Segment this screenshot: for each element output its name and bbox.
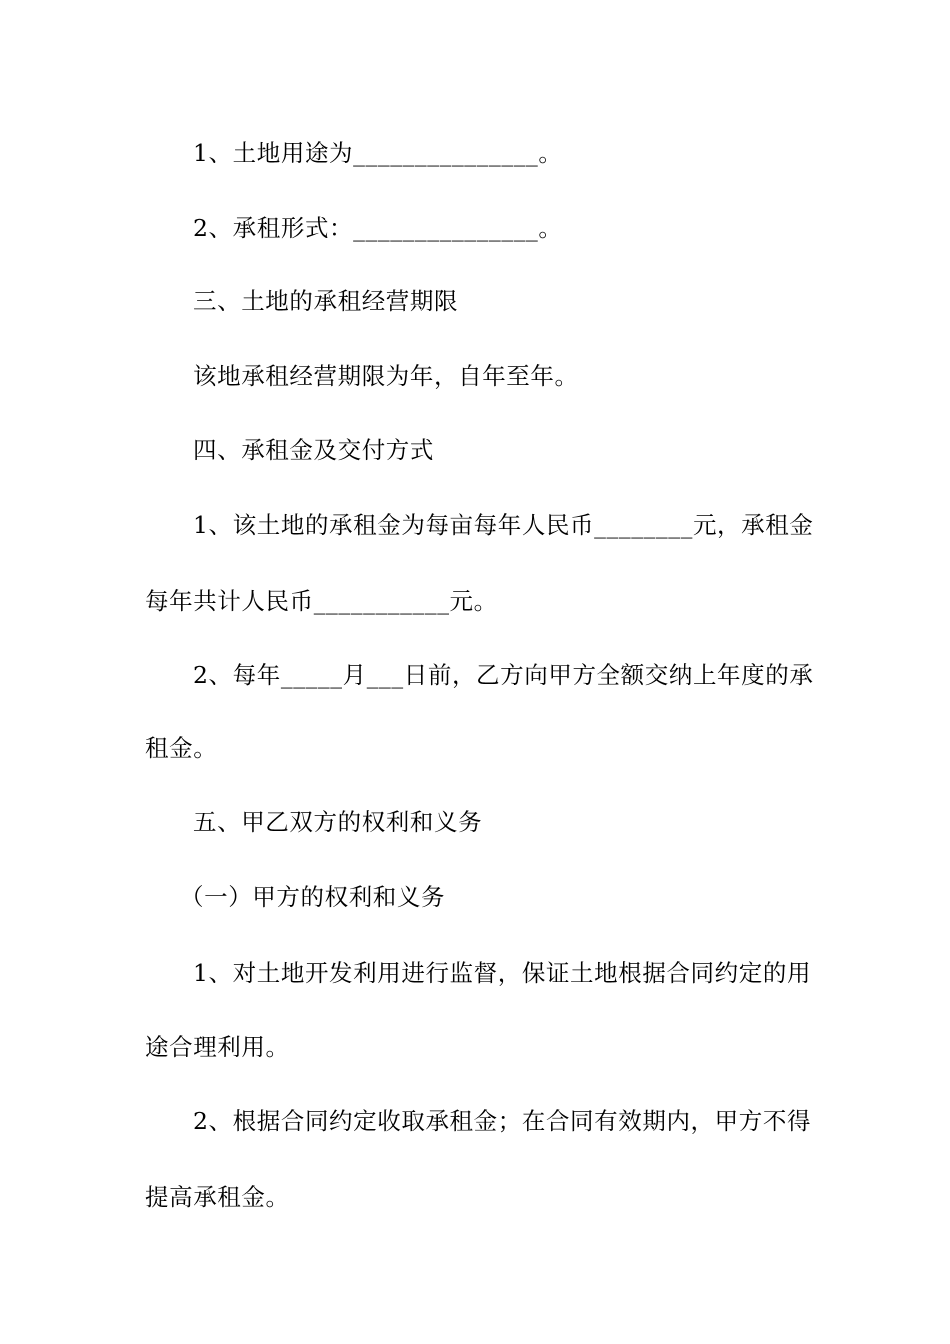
clause-supervision-continued: 途合理利用。 (145, 1033, 290, 1061)
paragraph-lease-term: 该地承租经营期限为年，自年至年。 (193, 362, 579, 390)
subsection-heading-party-a: （一）甲方的权利和义务 (180, 883, 446, 911)
clause-rent-amount-continued: 每年共计人民币___________元。 (145, 587, 498, 615)
clause-collect-rent-continued: 提高承租金。 (145, 1183, 290, 1211)
section-heading-rights-obligations: 五、甲乙双方的权利和义务 (193, 808, 483, 836)
clause-lease-form: 2、承租形式：_______________。 (193, 214, 563, 242)
clause-supervision: 1、对土地开发利用进行监督，保证土地根据合同约定的用 (193, 959, 812, 987)
clause-collect-rent: 2、根据合同约定收取承租金；在合同有效期内，甲方不得 (193, 1107, 812, 1135)
clause-land-use: 1、土地用途为_______________。 (193, 139, 563, 167)
clause-rent-amount: 1、该土地的承租金为每亩每年人民币________元，承租金 (193, 511, 814, 539)
section-heading-lease-term: 三、土地的承租经营期限 (193, 287, 459, 315)
clause-payment-date: 2、每年_____月___日前，乙方向甲方全额交纳上年度的承 (193, 661, 814, 689)
clause-payment-date-continued: 租金。 (145, 734, 218, 762)
section-heading-rent-payment: 四、承租金及交付方式 (193, 436, 434, 464)
